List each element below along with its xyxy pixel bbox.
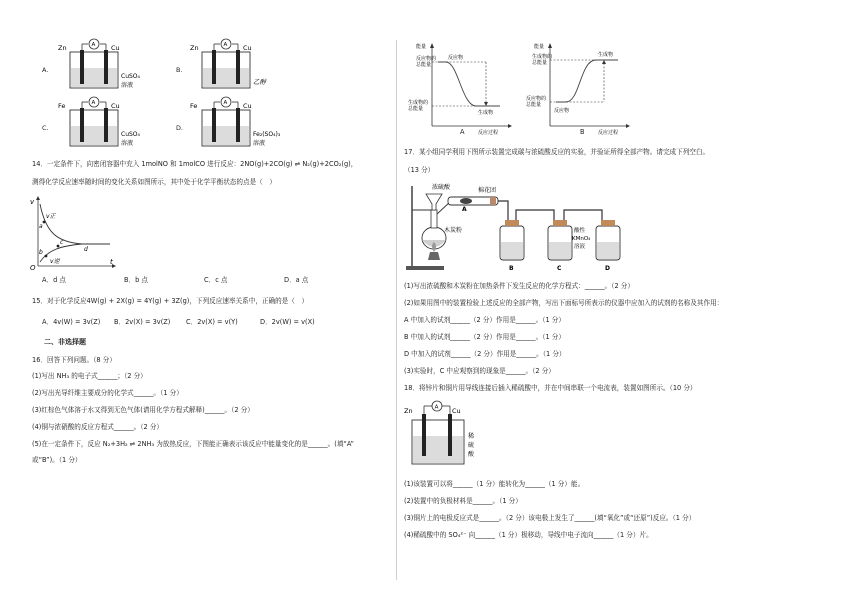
right-electrode: Cu — [243, 102, 252, 110]
point-b: b — [39, 249, 43, 256]
svg-text:CuSO₄: CuSO₄ — [121, 73, 140, 80]
label-kmno4-3: 溶液 — [574, 244, 586, 250]
product-total-line1: 生成物的 — [408, 100, 429, 106]
left-electrode: Zn — [58, 44, 67, 52]
q14-stem-line1: 14．一定条件下，向密闭容器中充入 1molNO 和 1molCO 进行反应：2NO(g)+2CO(g) ⇌ N₂(g)+2CO₂(g)， — [32, 160, 358, 168]
energy-graph-b — [524, 40, 634, 138]
product-total-line1: 生成物的 — [532, 54, 553, 60]
reactant-total-line1: 反应物的 — [526, 96, 547, 102]
solution-char-3: 酸 — [468, 451, 475, 458]
q15-option-d: D．2v(W) = v(X) — [260, 318, 315, 326]
reactant-label: 反应物 — [448, 55, 464, 61]
solution-char-1: 稀 — [468, 433, 475, 440]
left-electrode: Fe — [58, 102, 66, 110]
svg-text:CuSO₄: CuSO₄ — [121, 131, 140, 138]
x-axis-label: 反应过程 — [478, 130, 499, 136]
label-acid: 浓硫酸 — [432, 184, 451, 191]
reactant-total-line2: 总能量 — [416, 62, 432, 68]
q14-option-b: B．b 点 — [124, 276, 148, 284]
graph-b-caption: B — [580, 128, 585, 136]
q15-stem: 15．对于化学反应4W(g) + 2X(g) = 4Y(g) + 3Z(g)，下列反应速率关系中，正确的是（ ） — [32, 297, 309, 305]
svg-text:Fe₂(SO₄)₃: Fe₂(SO₄)₃ — [253, 131, 281, 138]
svg-text:A: A — [91, 42, 96, 49]
q14-rate-time-graph — [28, 194, 118, 270]
q15-option-c: C．2v(X) = v(Y) — [186, 318, 238, 326]
x-axis-label: 反应过程 — [598, 130, 619, 136]
zn-electrode-label: Zn — [404, 407, 413, 415]
section-heading: 二、非选择题 — [44, 338, 86, 346]
q14-option-a: A．d 点 — [42, 276, 66, 284]
q18-item-3: (3)铜片上的电极反应式是______。（2 分）该电极上发生了______(填“氧化”或“还原”)反应。（1 分） — [404, 514, 696, 522]
label-d: D — [605, 265, 610, 272]
q18-cell-figure — [404, 396, 500, 470]
q17-item-2: (2)如果用图中的装置检验上述反应的全部产物，写出下面标号所表示的仪器中应加入的试剂的名称及其作用： — [404, 299, 724, 307]
graph-a-caption: A — [460, 128, 465, 136]
galvanic-cell-figure — [190, 96, 310, 158]
q17-item-a: A 中加入的试剂______（2 分）作用是______。（1 分） — [404, 316, 565, 324]
product-total-line2: 总能量 — [408, 106, 424, 112]
reactant-total-line2: 总能量 — [526, 102, 542, 108]
option-letter: C. — [42, 124, 49, 132]
option-letter: B. — [176, 66, 183, 74]
v-reverse-label: v逆 — [50, 258, 60, 265]
solution-char-2: 硫 — [468, 442, 475, 449]
galvanic-cell-figure — [58, 96, 168, 158]
q14-option-d: D．a 点 — [284, 276, 309, 284]
svg-text:溶液: 溶液 — [253, 140, 266, 147]
point-a: a — [39, 223, 43, 230]
energy-graph-a — [406, 40, 516, 138]
svg-text:溶液: 溶液 — [121, 82, 134, 89]
q17-stem: 17．某小组同学利用下图所示装置完成碳与浓硫酸反应的实验，并验证所得全部产物。请完成下列空白。 — [404, 148, 710, 156]
q17-item-1: (1)写出浓硫酸和木炭粉在加热条件下发生反应的化学方程式：______。（2 分） — [404, 282, 634, 290]
ammeter-label: A — [434, 404, 439, 411]
q15-option-a: A．4v(W) = 3v(Z) — [42, 318, 101, 326]
galvanic-cell-figure — [58, 38, 168, 100]
q16-item-5: (5)在一定条件下，反应 N₂+3H₂ ⇌ 2NH₃ 为放热反应，下图能正确表示该反应中能量变化的是______。(填“A” — [32, 440, 354, 448]
q16-item-3: (3)红棕色气体溶于水又得到无色气体(请用化学方程式解释)______。（2 分） — [32, 406, 254, 414]
svg-text:A: A — [223, 100, 228, 107]
q17-apparatus-figure — [404, 180, 636, 276]
q17-item-3: (3)实验时，C 中应观察到的现象是______。（2 分） — [404, 367, 555, 375]
left-column — [28, 0, 390, 608]
q18-item-2: (2)装置中的负极材料是______。（1 分） — [404, 497, 522, 505]
y-axis-label: 能量 — [534, 44, 545, 50]
left-electrode: Fe — [190, 102, 198, 110]
q16-item-2: (2)写出光导纤维主要成分的化学式______。（1 分） — [32, 389, 183, 397]
label-b: B — [509, 265, 514, 272]
point-c: c — [60, 239, 64, 246]
x-axis-label: t — [110, 258, 113, 266]
option-letter: D. — [176, 124, 183, 132]
right-electrode: Cu — [111, 102, 120, 110]
q14-stem-line2: 测得化学反应速率随时间的变化关系如图所示，其中处于化学平衡状态的点是（ ） — [32, 178, 276, 186]
svg-text:A: A — [223, 42, 228, 49]
product-total-line2: 总能量 — [532, 60, 548, 66]
product-label: 生成物 — [478, 110, 494, 116]
y-axis-label: v — [30, 198, 35, 206]
point-d: d — [84, 246, 88, 253]
reactant-total-line1: 反应物的 — [416, 56, 437, 62]
q14-option-c: C．c 点 — [204, 276, 228, 284]
label-kmno4-1: 酸性 — [574, 228, 586, 234]
galvanic-cell-figure — [190, 38, 300, 100]
cu-electrode-label: Cu — [452, 407, 461, 415]
reactant-label: 反应物 — [554, 108, 570, 114]
product-label: 生成物 — [598, 52, 614, 58]
left-electrode: Zn — [190, 44, 199, 52]
q17-item-d: D 中加入的试剂______（2 分）作用是______。（1 分） — [404, 350, 566, 358]
right-electrode: Cu — [111, 44, 120, 52]
q18-stem: 18．将锌片和铜片用导线连接后插入稀硫酸中，并在中间串联一个电流表，装置如图所示。（10 分） — [404, 384, 697, 392]
q16-item-4: (4)铜与浓硝酸的反应方程式______。（2 分） — [32, 423, 164, 431]
right-column — [404, 0, 836, 608]
q17-item-b: B 中加入的试剂______（2 分）作用是______。（1 分） — [404, 333, 565, 341]
q17-score: （13 分） — [404, 166, 435, 174]
svg-text:A: A — [91, 100, 96, 107]
label-a: A — [462, 206, 467, 213]
svg-text:乙醇: 乙醇 — [253, 78, 266, 86]
q15-option-b: B．2v(X) = 3v(Z) — [114, 318, 171, 326]
label-powder: 木炭粉 — [444, 227, 463, 234]
y-axis-label: 能量 — [416, 44, 427, 50]
svg-text:溶液: 溶液 — [121, 140, 134, 147]
origin-label: O — [30, 264, 36, 270]
label-cotton: 棉花团 — [478, 187, 497, 194]
right-electrode: Cu — [243, 44, 252, 52]
q18-item-1: (1)该装置可以将______（1 分）能转化为______（1 分）能。 — [404, 480, 585, 488]
label-kmno4-2: KMnO₄ — [572, 236, 591, 242]
label-c: C — [557, 265, 562, 272]
v-forward-label: v正 — [46, 213, 56, 220]
q16-item-5-cont: 或“B”)。（1 分） — [32, 456, 82, 464]
option-letter: A. — [42, 66, 49, 74]
q16-item-1: (1)写出 NH₃ 的电子式______；（2 分） — [32, 372, 147, 380]
column-divider — [396, 40, 397, 580]
q16-stem: 16．回答下列问题。（8 分） — [32, 356, 116, 364]
q18-item-4: (4)稀硫酸中的 SO₄²⁻ 向______（1 分）极移动，导线中电子流向______（1 分）片。 — [404, 531, 653, 539]
